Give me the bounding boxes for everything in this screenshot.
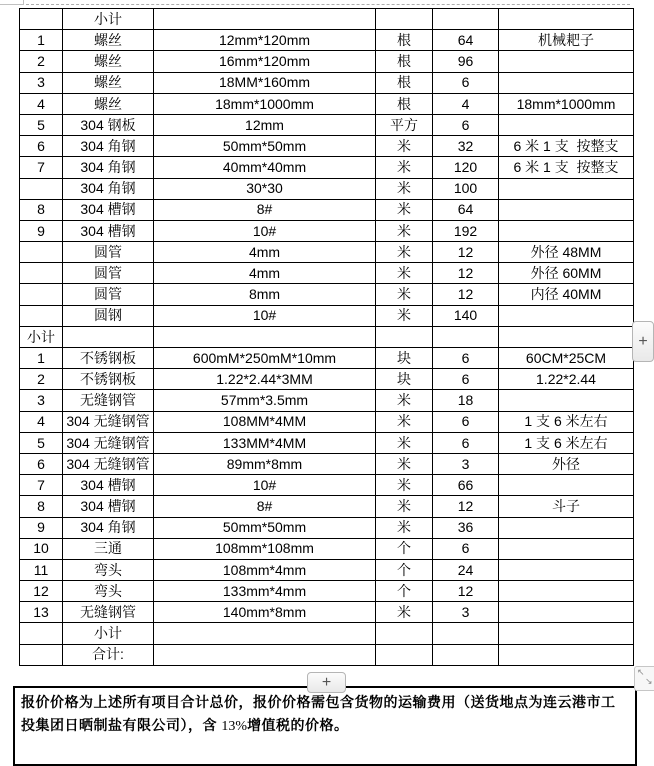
item-name-cell[interactable]: 304 无缝钢管 [63, 411, 154, 432]
spec-cell[interactable]: 133MM*4MM [154, 432, 376, 453]
note-cell[interactable] [499, 9, 634, 30]
note-cell[interactable]: 60CM*25CM [499, 348, 634, 369]
qty-cell[interactable] [433, 644, 499, 665]
item-name-cell[interactable]: 螺丝 [63, 51, 154, 72]
note-cell[interactable]: 机械耙子 [499, 30, 634, 51]
row-no-cell[interactable] [20, 305, 63, 326]
unit-cell[interactable] [376, 326, 433, 347]
quotation-note[interactable] [13, 686, 637, 766]
tax-rate: 13% [221, 719, 248, 734]
row-no-cell[interactable]: 1 [20, 30, 63, 51]
row-no-cell[interactable]: 9 [20, 220, 63, 241]
spec-cell[interactable]: 50mm*50mm [154, 136, 376, 157]
spec-cell[interactable]: 89mm*8mm [154, 453, 376, 474]
qty-cell[interactable]: 6 [433, 348, 499, 369]
qty-cell[interactable]: 96 [433, 51, 499, 72]
spec-cell[interactable]: 8mm [154, 284, 376, 305]
row-no-cell[interactable]: 11 [20, 559, 63, 580]
item-name-cell[interactable]: 304 槽钢 [63, 220, 154, 241]
unit-cell[interactable]: 个 [376, 581, 433, 602]
row-no-cell[interactable]: 6 [20, 453, 63, 474]
note-cell[interactable] [499, 51, 634, 72]
item-name-cell[interactable]: 螺丝 [63, 93, 154, 114]
unit-cell[interactable]: 米 [376, 390, 433, 411]
row-no-cell[interactable]: 4 [20, 411, 63, 432]
unit-cell[interactable]: 根 [376, 72, 433, 93]
qty-cell[interactable]: 6 [433, 411, 499, 432]
page-margin-mark-vertical [23, 0, 24, 5]
unit-cell[interactable]: 块 [376, 348, 433, 369]
row-no-cell[interactable]: 12 [20, 581, 63, 602]
item-name-cell[interactable]: 弯头 [63, 559, 154, 580]
table-row [20, 178, 634, 199]
spec-cell[interactable] [154, 9, 376, 30]
unit-cell[interactable]: 米 [376, 178, 433, 199]
table-row [20, 623, 634, 644]
spec-cell[interactable] [154, 623, 376, 644]
note-cell[interactable] [499, 623, 634, 644]
row-no-cell[interactable] [20, 263, 63, 284]
resize-arrow-se-icon: ↘ [645, 676, 653, 686]
note-cell[interactable] [499, 220, 634, 241]
row-no-cell[interactable]: 2 [20, 51, 63, 72]
spec-cell[interactable] [154, 326, 376, 347]
unit-cell[interactable]: 米 [376, 157, 433, 178]
item-name-cell[interactable]: 合计: [63, 644, 154, 665]
spec-cell[interactable]: 8# [154, 496, 376, 517]
unit-cell[interactable]: 块 [376, 369, 433, 390]
note-cell[interactable] [499, 517, 634, 538]
note-cell[interactable] [499, 602, 634, 623]
item-name-cell[interactable]: 304 角钢 [63, 136, 154, 157]
spec-cell[interactable]: 10# [154, 220, 376, 241]
spec-cell[interactable]: 8# [154, 199, 376, 220]
unit-cell[interactable]: 米 [376, 136, 433, 157]
row-no-cell[interactable]: 7 [20, 475, 63, 496]
unit-cell[interactable]: 米 [376, 432, 433, 453]
note-cell[interactable] [499, 644, 634, 665]
item-name-cell[interactable]: 圆管 [63, 284, 154, 305]
note-cell[interactable]: 内径 40MM [499, 284, 634, 305]
row-no-cell[interactable]: 小计 [20, 326, 63, 347]
spec-cell[interactable]: 108MM*4MM [154, 411, 376, 432]
qty-cell[interactable]: 24 [433, 559, 499, 580]
unit-cell[interactable]: 米 [376, 263, 433, 284]
row-no-cell[interactable] [20, 284, 63, 305]
unit-cell[interactable]: 米 [376, 602, 433, 623]
unit-cell[interactable]: 根 [376, 51, 433, 72]
note-cell[interactable] [499, 178, 634, 199]
table-row [20, 411, 634, 432]
spec-cell[interactable]: 133mm*4mm [154, 581, 376, 602]
materials-table [19, 8, 634, 666]
qty-cell[interactable]: 6 [433, 432, 499, 453]
qty-cell[interactable] [433, 9, 499, 30]
spec-cell[interactable]: 57mm*3.5mm [154, 390, 376, 411]
table-row [20, 136, 634, 157]
table-row [20, 9, 634, 30]
qty-cell[interactable]: 6 [433, 538, 499, 559]
qty-cell[interactable]: 12 [433, 242, 499, 263]
qty-cell[interactable]: 12 [433, 496, 499, 517]
unit-cell[interactable]: 米 [376, 199, 433, 220]
spec-cell[interactable]: 18MM*160mm [154, 72, 376, 93]
table-row [20, 93, 634, 114]
unit-cell[interactable]: 米 [376, 496, 433, 517]
item-name-cell[interactable]: 304 槽钢 [63, 199, 154, 220]
qty-cell[interactable]: 120 [433, 157, 499, 178]
qty-cell[interactable]: 12 [433, 581, 499, 602]
row-no-cell[interactable] [20, 644, 63, 665]
note-text-after: 增值税的价格。 [247, 717, 349, 733]
item-name-cell[interactable]: 小计 [63, 9, 154, 30]
unit-cell[interactable]: 米 [376, 475, 433, 496]
qty-cell[interactable]: 6 [433, 369, 499, 390]
spec-cell[interactable]: 10# [154, 475, 376, 496]
note-cell[interactable] [499, 326, 634, 347]
table-resize-handle[interactable] [634, 666, 654, 691]
row-no-cell[interactable]: 2 [20, 369, 63, 390]
spec-cell[interactable]: 1.22*2.44*3MM [154, 369, 376, 390]
unit-cell[interactable]: 米 [376, 284, 433, 305]
item-name-cell[interactable]: 弯头 [63, 581, 154, 602]
row-no-cell[interactable]: 4 [20, 93, 63, 114]
unit-cell[interactable]: 根 [376, 30, 433, 51]
materials-table-body [20, 9, 634, 666]
table-row [20, 538, 634, 559]
row-no-cell[interactable]: 6 [20, 136, 63, 157]
table-row [20, 199, 634, 220]
row-no-cell[interactable] [20, 242, 63, 263]
spec-cell[interactable]: 16mm*120mm [154, 51, 376, 72]
table-row [20, 242, 634, 263]
qty-cell[interactable]: 18 [433, 390, 499, 411]
spec-cell[interactable]: 10# [154, 305, 376, 326]
qty-cell[interactable]: 3 [433, 602, 499, 623]
note-cell[interactable]: 18mm*1000mm [499, 93, 634, 114]
note-cell[interactable]: 6 米 1 支 按整支 [499, 157, 634, 178]
table-row [20, 51, 634, 72]
table-row [20, 496, 634, 517]
table-row [20, 432, 634, 453]
item-name-cell[interactable]: 304 槽钢 [63, 475, 154, 496]
table-row [20, 157, 634, 178]
note-cell[interactable] [499, 581, 634, 602]
item-name-cell[interactable]: 304 槽钢 [63, 496, 154, 517]
table-row [20, 369, 634, 390]
row-no-cell[interactable] [20, 623, 63, 644]
table-row [20, 644, 634, 665]
table-row [20, 517, 634, 538]
item-name-cell[interactable]: 无缝钢管 [63, 390, 154, 411]
note-cell[interactable]: 外径 60MM [499, 263, 634, 284]
row-no-cell[interactable]: 10 [20, 538, 63, 559]
table-row [20, 114, 634, 135]
table-row [20, 263, 634, 284]
table-row [20, 602, 634, 623]
spec-cell[interactable]: 4mm [154, 263, 376, 284]
insert-column-button[interactable]: + [632, 321, 654, 362]
unit-cell[interactable] [376, 9, 433, 30]
table-row [20, 348, 634, 369]
row-no-cell[interactable]: 8 [20, 199, 63, 220]
spec-cell[interactable]: 4mm [154, 242, 376, 263]
note-cell[interactable]: 斗子 [499, 496, 634, 517]
item-name-cell[interactable] [63, 326, 154, 347]
note-cell[interactable] [499, 114, 634, 135]
row-no-cell[interactable]: 8 [20, 496, 63, 517]
row-no-cell[interactable] [20, 178, 63, 199]
spec-cell[interactable]: 108mm*4mm [154, 559, 376, 580]
qty-cell[interactable]: 36 [433, 517, 499, 538]
qty-cell[interactable] [433, 623, 499, 644]
unit-cell[interactable] [376, 623, 433, 644]
unit-cell[interactable]: 米 [376, 411, 433, 432]
item-name-cell[interactable]: 圆管 [63, 242, 154, 263]
note-cell[interactable] [499, 72, 634, 93]
spec-cell[interactable]: 108mm*108mm [154, 538, 376, 559]
qty-cell[interactable] [433, 326, 499, 347]
table-row [20, 559, 634, 580]
item-name-cell[interactable]: 304 角钢 [63, 178, 154, 199]
row-no-cell[interactable]: 3 [20, 72, 63, 93]
unit-cell[interactable]: 根 [376, 93, 433, 114]
unit-cell[interactable]: 米 [376, 242, 433, 263]
qty-cell[interactable]: 140 [433, 305, 499, 326]
qty-cell[interactable]: 32 [433, 136, 499, 157]
qty-cell[interactable]: 192 [433, 220, 499, 241]
qty-cell[interactable]: 64 [433, 30, 499, 51]
spec-cell[interactable]: 30*30 [154, 178, 376, 199]
row-no-cell[interactable]: 13 [20, 602, 63, 623]
table-row [20, 220, 634, 241]
qty-cell[interactable]: 12 [433, 263, 499, 284]
unit-cell[interactable]: 米 [376, 305, 433, 326]
unit-cell[interactable]: 米 [376, 220, 433, 241]
item-name-cell[interactable]: 无缝钢管 [63, 602, 154, 623]
table-row [20, 305, 634, 326]
unit-cell[interactable]: 个 [376, 559, 433, 580]
item-name-cell[interactable]: 螺丝 [63, 30, 154, 51]
unit-cell[interactable]: 米 [376, 453, 433, 474]
table-row [20, 284, 634, 305]
spec-cell[interactable]: 140mm*8mm [154, 602, 376, 623]
table-row [20, 326, 634, 347]
table-row [20, 30, 634, 51]
text-boundary-dashed-line [26, 4, 630, 5]
spec-cell[interactable]: 40mm*40mm [154, 157, 376, 178]
table-row [20, 475, 634, 496]
insert-row-button[interactable]: + [307, 672, 346, 693]
note-cell[interactable]: 1.22*2.44 [499, 369, 634, 390]
qty-cell[interactable]: 64 [433, 199, 499, 220]
unit-cell[interactable]: 米 [376, 517, 433, 538]
note-cell[interactable] [499, 199, 634, 220]
item-name-cell[interactable]: 304 角钢 [63, 157, 154, 178]
item-name-cell[interactable]: 圆钢 [63, 305, 154, 326]
qty-cell[interactable]: 4 [433, 93, 499, 114]
item-name-cell[interactable]: 小计 [63, 623, 154, 644]
row-no-cell[interactable]: 7 [20, 157, 63, 178]
note-cell[interactable]: 1 支 6 米左右 [499, 411, 634, 432]
item-name-cell[interactable]: 304 角钢 [63, 517, 154, 538]
table-row [20, 581, 634, 602]
item-name-cell[interactable]: 不锈钢板 [63, 348, 154, 369]
table-row [20, 390, 634, 411]
qty-cell[interactable]: 66 [433, 475, 499, 496]
table-row [20, 453, 634, 474]
row-no-cell[interactable]: 5 [20, 432, 63, 453]
item-name-cell[interactable]: 不锈钢板 [63, 369, 154, 390]
row-no-cell[interactable]: 1 [20, 348, 63, 369]
qty-cell[interactable]: 3 [433, 453, 499, 474]
qty-cell[interactable]: 12 [433, 284, 499, 305]
note-cell[interactable]: 外径 48MM [499, 242, 634, 263]
note-cell[interactable]: 外径 [499, 453, 634, 474]
note-cell[interactable] [499, 538, 634, 559]
item-name-cell[interactable]: 三通 [63, 538, 154, 559]
note-text-before: 报价价格为上述所有项目合计总价，报价价格需包含货物的运输费用（送货地点为连云港市工投集团日晒制盐有限公司），含 [21, 694, 616, 733]
note-cell[interactable] [499, 559, 634, 580]
page-margin-mark-horizontal [0, 4, 24, 5]
note-cell[interactable] [499, 305, 634, 326]
row-no-cell[interactable] [20, 9, 63, 30]
spec-cell[interactable]: 18mm*1000mm [154, 93, 376, 114]
unit-cell[interactable] [376, 644, 433, 665]
item-name-cell[interactable]: 螺丝 [63, 72, 154, 93]
qty-cell[interactable]: 100 [433, 178, 499, 199]
note-cell[interactable]: 6 米 1 支 按整支 [499, 136, 634, 157]
spec-cell[interactable]: 50mm*50mm [154, 517, 376, 538]
unit-cell[interactable]: 平方 [376, 114, 433, 135]
qty-cell[interactable]: 6 [433, 72, 499, 93]
resize-arrow-nw-icon: ↖ [637, 667, 645, 677]
item-name-cell[interactable]: 304 无缝钢管 [63, 432, 154, 453]
spec-cell[interactable]: 12mm [154, 114, 376, 135]
spec-cell[interactable] [154, 644, 376, 665]
note-cell[interactable]: 1 支 6 米左右 [499, 432, 634, 453]
spec-cell[interactable]: 600mM*250mM*10mm [154, 348, 376, 369]
item-name-cell[interactable]: 304 钢板 [63, 114, 154, 135]
qty-cell[interactable]: 6 [433, 114, 499, 135]
row-no-cell[interactable]: 5 [20, 114, 63, 135]
table-row [20, 72, 634, 93]
spec-cell[interactable]: 12mm*120mm [154, 30, 376, 51]
item-name-cell[interactable]: 304 无缝钢管 [63, 453, 154, 474]
note-cell[interactable] [499, 475, 634, 496]
unit-cell[interactable]: 个 [376, 538, 433, 559]
row-no-cell[interactable]: 3 [20, 390, 63, 411]
item-name-cell[interactable]: 圆管 [63, 263, 154, 284]
note-cell[interactable] [499, 390, 634, 411]
row-no-cell[interactable]: 9 [20, 517, 63, 538]
